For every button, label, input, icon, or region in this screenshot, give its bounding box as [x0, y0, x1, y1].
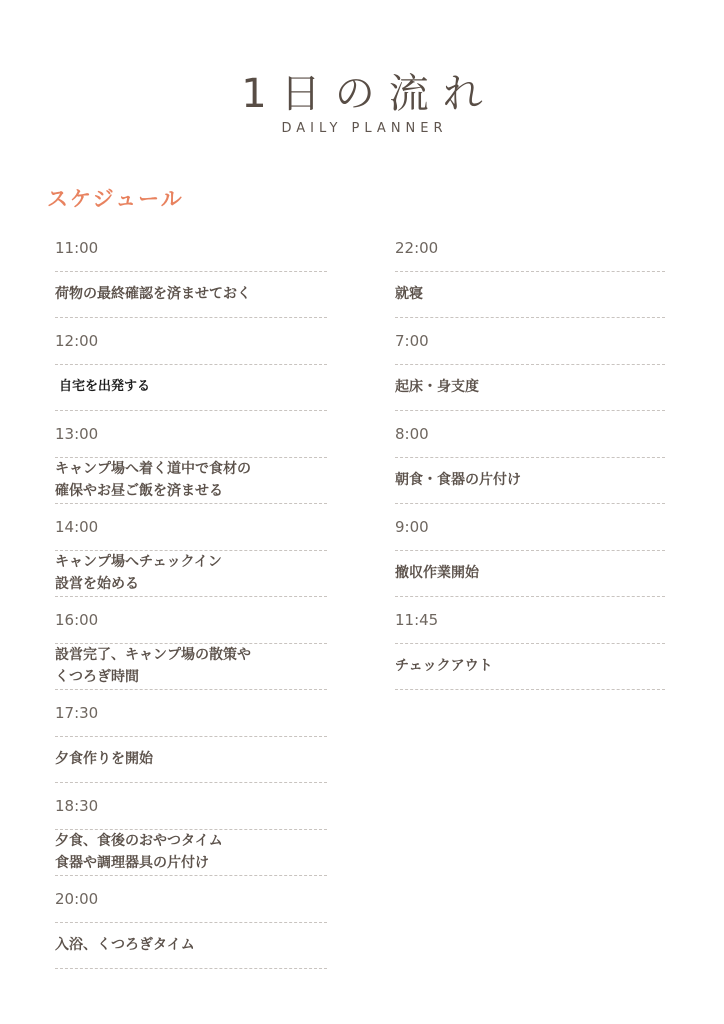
task-row [395, 458, 665, 505]
task-row [55, 644, 327, 691]
task-row [395, 272, 665, 319]
time-row [395, 504, 665, 551]
task-label: キャンプ場へチェックイン 設営を始める [55, 554, 222, 593]
task-row [55, 458, 327, 505]
schedule-left-column [55, 225, 327, 969]
time-label: 9:00 [395, 517, 429, 536]
time-label: 16:00 [55, 610, 99, 629]
time-label: 8:00 [395, 424, 429, 443]
task-label: 起床・身支度 [395, 379, 479, 396]
task-label: 夕食、食後のおやつタイム 食器や調理器具の片付け [55, 833, 223, 872]
task-label: チェックアウト [395, 658, 493, 675]
task-label: 就寝 [395, 286, 423, 303]
page-title: 1日の流れ [241, 71, 497, 117]
time-row [55, 876, 327, 923]
time-row [395, 318, 665, 365]
time-row [55, 504, 327, 551]
time-row [55, 411, 327, 458]
time-label: 12:00 [55, 331, 99, 350]
time-row [55, 225, 327, 272]
task-label: 自宅を出発する [59, 379, 151, 395]
task-label: 朝食・食器の片付け [395, 472, 521, 489]
time-row [55, 318, 327, 365]
time-row [55, 597, 327, 644]
time-row [395, 597, 665, 644]
task-row [55, 737, 327, 784]
task-row [55, 551, 327, 598]
time-label: 20:00 [55, 889, 99, 908]
time-label: 11:00 [55, 238, 99, 257]
task-row [395, 644, 665, 691]
time-row [55, 783, 327, 830]
task-label: 設営完了、キャンプ場の散策や くつろぎ時間 [55, 647, 251, 686]
time-row [395, 225, 665, 272]
task-row [395, 365, 665, 412]
task-label: 夕食作りを開始 [55, 751, 153, 768]
time-label: 11:45 [395, 610, 439, 629]
schedule-right-column [395, 225, 665, 690]
time-label: 13:00 [55, 424, 99, 443]
task-label: キャンプ場へ着く道中で食材の 確保やお昼ご飯を済ませる [55, 461, 251, 500]
task-row [55, 272, 327, 319]
section-title: スケジュール [47, 187, 184, 211]
task-row [55, 923, 327, 970]
time-label: 22:00 [395, 238, 439, 257]
time-row [395, 411, 665, 458]
page-subtitle: DAILY PLANNER [281, 121, 448, 136]
task-row [55, 830, 327, 877]
task-label: 荷物の最終確認を済ませておく [55, 286, 251, 303]
task-label: 撤収作業開始 [395, 565, 479, 582]
time-label: 7:00 [395, 331, 429, 350]
task-row [395, 551, 665, 598]
time-row [55, 690, 327, 737]
task-label: 入浴、くつろぎタイム [55, 937, 195, 954]
time-label: 14:00 [55, 517, 99, 536]
task-row [55, 365, 327, 412]
time-label: 18:30 [55, 796, 99, 815]
time-label: 17:30 [55, 703, 99, 722]
